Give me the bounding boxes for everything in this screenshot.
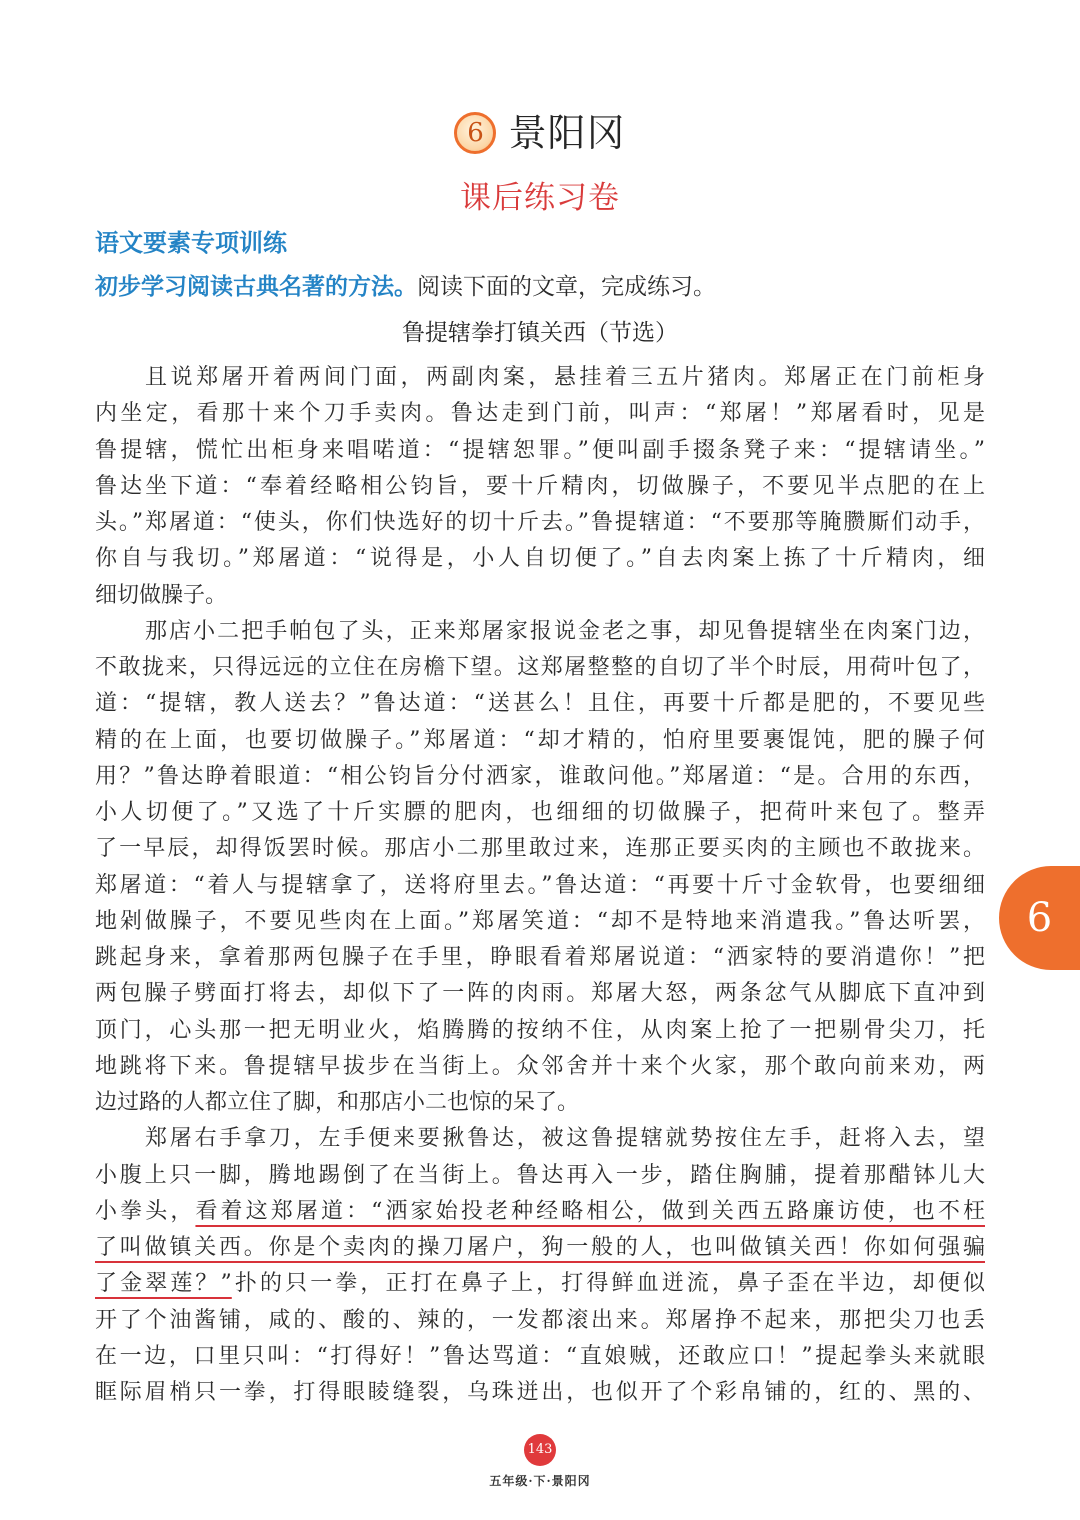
- passage-line: 跳起身来，拿着那两包臊子在手里，睁眼看着郑屠说道：“洒家特的要消遣你！”把: [95, 945, 985, 970]
- page-number-badge: 143: [524, 1434, 556, 1466]
- passage-line: 眶际眉梢只一拳，打得眼睖缝裂，乌珠迸出，也似开了个彩帛铺的，红的、黑的、: [95, 1380, 985, 1405]
- passage-line: 地剁做臊子，不要见些肉在上面。”郑屠笑道：“却不是特地来消遣我。”鲁达听罢，: [95, 908, 985, 934]
- passage-text: 小拳头，: [95, 1198, 196, 1224]
- passage-text: 扑的只一拳，正打在鼻子上，打得鲜血迸流，鼻子歪在半边，却便似: [231, 1271, 985, 1297]
- passage-line: 道：“提辖，教人送去？”鲁达道：“送甚么！且住，再要十斤都是肥的，不要见些: [95, 691, 985, 717]
- passage-line: 郑屠右手拿刀，左手便来要揪鲁达，被这鲁提辖就势按住左手，赶将入去，望: [145, 1126, 985, 1152]
- instruction: [95, 270, 716, 304]
- passage-line: 鲁提辖，慌忙出柜身来唱喏道：“提辖恕罪。”便叫副手掇条凳子来：“提辖请坐。”: [95, 437, 985, 463]
- passage-title: 鲁提辖拳打镇关西（节选）: [402, 320, 678, 346]
- passage-line: 两包臊子劈面打将去，却似下了一阵的肉雨。郑屠大怒，两条忿气从脚底下直冲到: [95, 981, 985, 1007]
- passage-line: 了一早辰，却得饭罢时候。那店小二那里敢过来，连那正要买肉的主顾也不敢拢来。: [95, 836, 985, 862]
- passage-line: 小人切便了。”又选了十斤实膘的肥肉，也细细的切做臊子，把荷叶来包了。整弄: [95, 800, 985, 825]
- lesson-title-row: [0, 106, 1080, 160]
- passage-line: 你自与我切。”郑屠道：“说得是，小人自切便了。”自去肉案上拣了十斤精肉，细: [95, 546, 985, 572]
- passage-line: 头。”郑屠道：“使头，你们快选好的切十斤去。”鲁提辖道：“不要那等腌臜厮们动手，: [95, 510, 985, 535]
- section-heading: 语文要素专项训练: [95, 229, 287, 257]
- passage-line: 细切做臊子。: [95, 582, 228, 608]
- passage-line: 边过路的人都立住了脚，和那店小二也惊的呆了。: [95, 1090, 580, 1115]
- chapter-side-tab: 6: [999, 866, 1080, 970]
- passage-line: 在一边，口里只叫：“打得好！”鲁达骂道：“直娘贼，还敢应口！”提起拳头来就眼: [95, 1343, 985, 1369]
- passage-line: 鲁达坐下道：“奉着经略相公钧旨，要十斤精肉，切做臊子，不要见半点肥的在上: [95, 473, 985, 499]
- underlined-sentence: 了叫做镇关西。你是个卖肉的操刀屠户，狗一般的人，也叫做镇关西！你如何强骗: [95, 1235, 985, 1260]
- instruction-text: 阅读下面的文章，完成练习。: [417, 274, 716, 300]
- passage-line: 顶门，心头那一把无明业火，焰腾腾的按纳不住，从肉案上抢了一把剔骨尖刀，托: [95, 1017, 985, 1043]
- passage-line: 用？”鲁达睁着眼道：“相公钧旨分付洒家，谁敢问他。”郑屠道：“是。合用的东西，: [95, 763, 985, 789]
- worksheet-subtitle: 课后练习卷: [460, 180, 620, 216]
- passage-line: 那店小二把手帕包了头，正来郑屠家报说金老之事，却见鲁提辖坐在肉案门边，: [145, 618, 985, 644]
- passage-line: [95, 1266, 985, 1302]
- passage-line: 地跳将下来。鲁提辖早拔步在当街上。众邻舍并十来个火家，那个敢向前来劝，两: [95, 1053, 985, 1079]
- passage-line: 内坐定，看那十来个刀手卖肉。鲁达走到门前，叫声：“郑屠！”郑屠看时，见是: [95, 401, 985, 427]
- underlined-sentence: 了金翠莲？”: [95, 1271, 232, 1297]
- passage-line: [95, 1194, 985, 1230]
- footer-book-label: 五年级·下·景阳冈: [489, 1474, 591, 1488]
- passage-line: 且说郑屠开着两间门面，两副肉案，悬挂着三五片猪肉。郑屠正在门前柜身: [145, 365, 985, 390]
- passage-body: [95, 360, 985, 1411]
- passage-line: 精的在上面，也要切做臊子。”郑屠道：“却才精的，怕府里要裹馄饨，肥的臊子何: [95, 727, 985, 753]
- passage-line: [95, 1230, 985, 1266]
- passage-line: 不敢拢来，只得远远的立住在房檐下望。这郑屠整整的自切了半个时辰，用荷叶包了，: [95, 655, 985, 680]
- passage-line: 小腹上只一脚，腾地踢倒了在当街上。鲁达再入一步，踏住胸脯，提着那醋钵儿大: [95, 1162, 985, 1188]
- lesson-number-badge: 6: [454, 112, 496, 154]
- instruction-highlight: 初步学习阅读古典名著的方法。: [95, 274, 417, 300]
- passage-line: 开了个油酱铺，咸的、酸的、辣的，一发都滚出来。郑屠挣不起来，那把尖刀也丢: [95, 1307, 985, 1333]
- passage-line: 郑屠道：“着人与提辖拿了，送将府里去。”鲁达道：“再要十斤寸金软骨，也要细细: [95, 872, 985, 898]
- underlined-sentence: 看着这郑屠道：“洒家始投老种经略相公，做到关西五路廉访使，也不枉: [195, 1198, 985, 1224]
- lesson-title: 景阳冈: [508, 111, 626, 155]
